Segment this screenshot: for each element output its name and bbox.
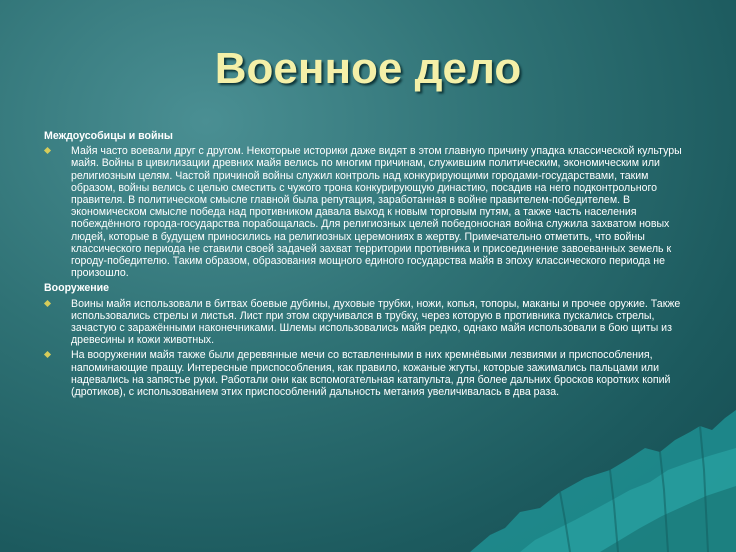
diamond-bullet-icon bbox=[44, 351, 51, 358]
bullet-text: На вооружении майя также были деревянные мечи со вставленными в них кремнёвыми лезвиями и приспособления, напоминающие пращу. Интересные приспособления, как правило, кожаные жгуты, которые зажимались пальцами или надевались на запястье руки. Работали они как вспомогательная катапульта, для более дальних бросков коротких копий (дротиков), с использованием этих приспособлений дальность метания увеличивалась в два раза. bbox=[71, 349, 671, 399]
bullet-item bbox=[44, 349, 692, 398]
slide-content bbox=[44, 130, 692, 401]
diamond-bullet-icon bbox=[44, 300, 51, 307]
diamond-bullet-icon bbox=[44, 147, 51, 154]
bullet-item bbox=[44, 298, 692, 347]
bullet-list-weapons bbox=[44, 298, 692, 399]
section-heading-weapons: Вооружение bbox=[44, 282, 110, 295]
bullet-text: Майя часто воевали друг с другом. Некоторые историки даже видят в этом главную причину упадка классической культуры майя. Войны в цивилизации древних майя велись по многим причинам, служившим политическим, экономическим или религиозным целям. Частой причиной войны служил контроль над конкурирующими городами-государствами, таким образом, войны велись с целью сместить с чужого трона конкурирующую династию, посадив на него подконтрольного правителя. В политическом смысле главной была репутация, заработанная в войне правителем-победителем. В экономическом смысле победа над противником давала выход к новым торговым путям, а также часть населения побеждённого города-государства порабощалась. Для религиозных целей победоносная война служила захватом новых людей, которые в будущем приносились на религиозных церемониях в жертву. Примечательно отметить, что войны классического периода не ставили своей задачей захват территории противника и присоединение завоеванных земель к городу-победителю. Таким образом, образования мощного единого государства майя в эпоху классического периода не произошло. bbox=[71, 145, 682, 280]
slide-title: Военное дело bbox=[214, 44, 522, 93]
bullet-item bbox=[44, 145, 692, 279]
bullet-list-wars bbox=[44, 145, 692, 279]
section-heading-wars: Междоусобицы и войны bbox=[44, 130, 173, 142]
bullet-text: Воины майя использовали в битвах боевые дубины, духовые трубки, ножи, копья, топоры, маканы и прочее оружие. Также использовались стрелы и листья. Лист при этом скручивался в трубку, через которую в противника пускались стрелы, зачастую с заражёнными наконечниками. Шлемы использовались майя редко, однако майя использовали в бою щиты из древесины и кожи животных. bbox=[71, 297, 681, 347]
